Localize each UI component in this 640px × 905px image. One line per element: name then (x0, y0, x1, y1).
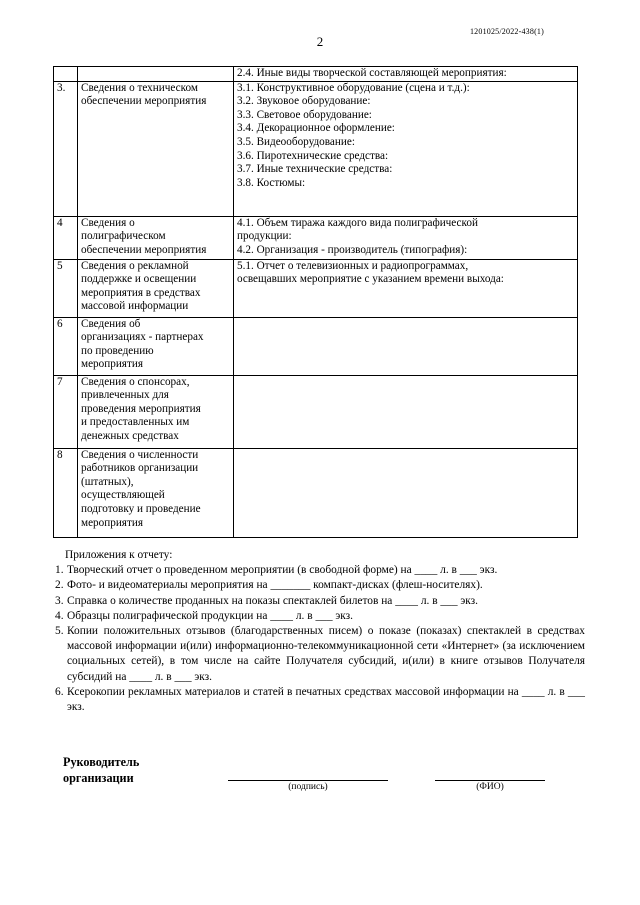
row-title: Сведения о полиграфическом обеспечении мероприятия (78, 216, 234, 259)
row-title: Сведения о численности работников организации (штатных), осуществляющей подготовку и проведение мероприятия (78, 448, 234, 537)
row-title: Сведения об организациях - партнерах по проведению мероприятия (78, 317, 234, 375)
signatory-label-line1: Руководитель (63, 755, 140, 769)
table-row (54, 216, 578, 259)
table-row (54, 448, 578, 537)
table-top-row-text: 2.4. Иные виды творческой составляющей мероприятия: (237, 67, 507, 79)
row-title: Сведения о спонсорах, привлеченных для проведения мероприятия и предоставленных им денежных средствах (78, 375, 234, 448)
row-details (234, 448, 578, 537)
list-item: 6. Ксерокопии рекламных материалов и статей в печатных средствах массовой информации на ____ л. в ___ экз. (55, 685, 585, 714)
list-item: 5. Копии положительных отзывов (благодарственных писем) о показе (показах) спектаклей в средствах массовой информации и(или) информационно-телекоммуникационной сети «Интернет» (за исключением социальных сетей), в том числе на сайте Получателя субсидий, и(или) в книге отзывов Получателя субсидий на ____ л. в ___ экз. (55, 625, 585, 683)
table-row (54, 81, 578, 216)
row-number: 7 (54, 375, 78, 448)
list-item: 1. Творческий отчет о проведенном мероприятии (в свободной форме) на ____ л. в ___ экз. (55, 564, 498, 577)
row-number: 6 (54, 317, 78, 375)
row-details: 5.1. Отчет о телевизионных и радиопрограммах, освещавших мероприятие с указанием времени выхода: (234, 259, 578, 317)
row-details: 3.1. Конструктивное оборудование (сцена и т.д.): 3.2. Звуковое оборудование: 3.3. Световое оборудование: 3.4. Декорационное оформление: 3.5. Видеооборудование: 3.6. Пиротехнические средства: 3.7. Иные технические средства: 3.8. Костюмы: (234, 81, 578, 216)
table-row (54, 375, 578, 448)
report-table (53, 66, 578, 538)
row-details (234, 317, 578, 375)
row-title: Сведения о рекламной поддержке и освещении мероприятия в средствах массовой информации (78, 259, 234, 317)
appendix-section (55, 548, 585, 715)
row-number: 3. (54, 81, 78, 216)
row-details (234, 375, 578, 448)
appendix-list (55, 563, 585, 715)
signature-block (63, 754, 583, 792)
appendix-heading: Приложения к отчету: (65, 549, 173, 561)
row-number: 4 (54, 216, 78, 259)
signature-line (228, 780, 388, 781)
signatory-label-line2: организации (63, 771, 134, 785)
row-number: 5 (54, 259, 78, 317)
row-details: 4.1. Объем тиража каждого вида полиграфической продукции: 4.2. Организация - производитель (типография): (234, 216, 578, 259)
table-row (54, 317, 578, 375)
signature-caption: (подпись) (288, 782, 328, 792)
table-row (54, 259, 578, 317)
table-row (54, 67, 578, 82)
name-caption: (ФИО) (476, 782, 504, 792)
row-title: Сведения о техническом обеспечении мероприятия (78, 81, 234, 216)
row-number: 8 (54, 448, 78, 537)
list-item: 3. Справка о количестве проданных на показы спектаклей билетов на ____ л. в ___ экз. (55, 594, 478, 607)
document-number: 1201025/2022-438(1) (469, 27, 544, 36)
list-item: 2. Фото- и видеоматериалы мероприятия на _______ компакт-дисках (флеш-носителях). (55, 579, 483, 592)
name-line (435, 780, 545, 781)
page-number: 2 (316, 34, 324, 49)
list-item: 4. Образцы полиграфической продукции на ____ л. в ___ экз. (55, 609, 354, 622)
